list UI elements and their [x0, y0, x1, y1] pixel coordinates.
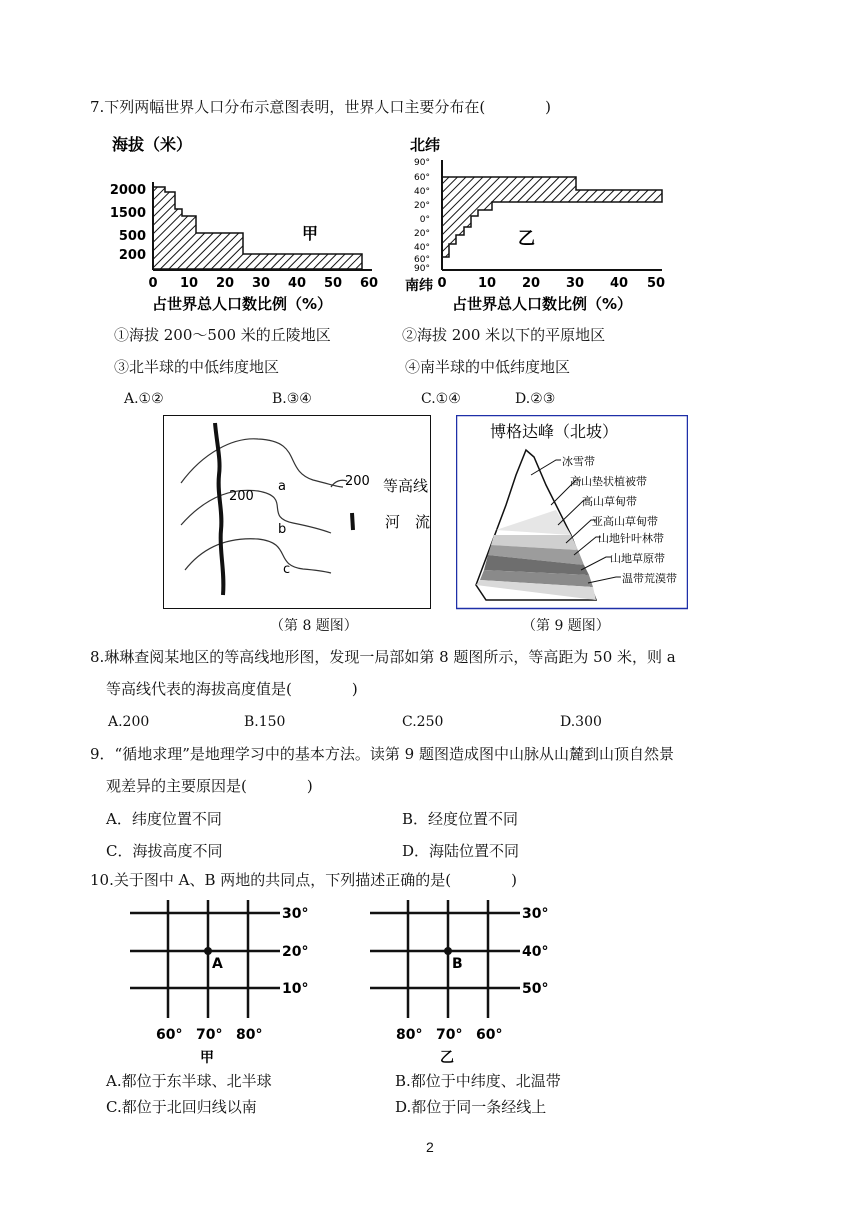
q9-choice-d: D．海陆位置不同 — [402, 842, 520, 860]
svg-text:A: A — [212, 956, 223, 972]
svg-text:40°: 40° — [414, 187, 430, 197]
grid-a-figure — [120, 900, 330, 1065]
svg-text:乙: 乙 — [440, 1050, 454, 1065]
chart2-ylabel-top: 北纬 — [410, 136, 441, 154]
chart1-xtick: 60 — [359, 276, 379, 291]
q7-option-1: ①海拔 200～500 米的丘陵地区 — [114, 326, 331, 344]
chart2-bars — [442, 177, 662, 257]
bogda-peak-figure — [456, 415, 688, 610]
svg-text:a: a — [278, 479, 286, 494]
chart1-ylabel: 海拔（米） — [112, 135, 193, 154]
svg-text:高山草甸带: 高山草甸带 — [582, 495, 637, 508]
q10-choice-d: D.都位于同一条经线上 — [395, 1098, 547, 1116]
svg-text:10: 10 — [477, 276, 497, 291]
svg-text:90°: 90° — [414, 264, 430, 274]
legend-contour-value: 200 — [345, 474, 370, 489]
svg-text:亚高山草甸带: 亚高山草甸带 — [592, 515, 658, 528]
svg-text:B: B — [452, 956, 463, 972]
chart2-tag: 乙 — [518, 229, 535, 249]
svg-text:甲: 甲 — [200, 1050, 214, 1065]
svg-text:山地草原带: 山地草原带 — [610, 552, 665, 565]
q7-option-2: ②海拔 200 米以下的平原地区 — [402, 326, 606, 344]
point-b — [444, 947, 452, 955]
chart1-xtick: 30 — [251, 276, 271, 291]
q10-choice-a: A.都位于东半球、北半球 — [106, 1072, 272, 1090]
svg-text:30°: 30° — [522, 906, 549, 922]
legend-river-label: 河 流 — [385, 513, 431, 531]
svg-text:200: 200 — [229, 489, 254, 504]
q7-option-3: ③北半球的中低纬度地区 — [114, 358, 280, 376]
svg-text:20°: 20° — [282, 944, 309, 960]
q9-choice-a: A．纬度位置不同 — [106, 810, 222, 828]
q9-choice-b: B．经度位置不同 — [402, 810, 519, 828]
fig9-title: 博格达峰（北坡） — [490, 422, 619, 441]
q8-choice-a: A.200 — [108, 714, 150, 730]
svg-text:60°: 60° — [414, 173, 430, 183]
fig9-caption: （第 9 题图） — [522, 618, 610, 634]
svg-text:80°: 80° — [236, 1027, 263, 1043]
chart1-xtick: 0 — [148, 276, 158, 291]
q7-choice-a: A.①② — [124, 391, 164, 407]
svg-text:20°: 20° — [414, 201, 430, 211]
svg-text:60°: 60° — [156, 1027, 183, 1043]
chart2-xlabel: 占世界总人口数比例（%） — [452, 295, 633, 313]
chart1-xtick: 50 — [323, 276, 343, 291]
q8-stem-line2: 等高线代表的海拔高度值是( ) — [106, 680, 358, 698]
q9-stem-line1: 9．“循地求理”是地理学习中的基本方法。读第 9 题图造成图中山脉从山麓到山顶自然景 — [90, 745, 674, 763]
q8-stem-line1: 8.琳琳查阅某地区的等高线地形图，发现一局部如第 8 题图所示，等高距为 50 米，则 a — [90, 648, 676, 666]
chart1-xtick: 40 — [287, 276, 307, 291]
chart1-tag: 甲 — [302, 224, 319, 243]
q8-choice-c: C.250 — [402, 714, 444, 730]
q10-choice-c: C.都位于北回归线以南 — [106, 1098, 257, 1116]
q9-choice-c: C．海拔高度不同 — [106, 842, 223, 860]
svg-text:0: 0 — [437, 276, 447, 291]
chart1-xtick: 20 — [215, 276, 235, 291]
legend-contour-label: 等高线 — [383, 477, 429, 495]
q7-choice-c: C.①④ — [421, 391, 461, 407]
svg-text:30: 30 — [565, 276, 585, 291]
q8-choice-d: D.300 — [560, 714, 602, 730]
fig8-caption: （第 8 题图） — [270, 618, 358, 634]
svg-text:40: 40 — [609, 276, 629, 291]
svg-text:80°: 80° — [396, 1027, 423, 1043]
svg-text:70°: 70° — [196, 1027, 223, 1043]
svg-text:70°: 70° — [436, 1027, 463, 1043]
chart1-xlabel: 占世界总人口数比例（%） — [152, 295, 333, 313]
contour-map-figure — [163, 415, 431, 610]
population-latitude-chart — [400, 132, 680, 324]
svg-text:冰雪带: 冰雪带 — [562, 455, 595, 468]
chart2-ylabel-bottom: 南纬 — [405, 278, 433, 294]
grid-b-figure — [360, 900, 570, 1065]
svg-text:b: b — [278, 522, 287, 537]
svg-text:30°: 30° — [282, 906, 309, 922]
svg-text:高山垫状植被带: 高山垫状植被带 — [570, 475, 647, 488]
q7-option-4: ④南半球的中低纬度地区 — [405, 358, 571, 376]
chart1-xtick: 10 — [179, 276, 199, 291]
svg-text:10°: 10° — [282, 981, 309, 997]
svg-text:60°: 60° — [476, 1027, 503, 1043]
svg-text:20: 20 — [521, 276, 541, 291]
point-a — [204, 947, 212, 955]
svg-text:0°: 0° — [419, 215, 430, 225]
q10-choice-b: B.都位于中纬度、北温带 — [395, 1072, 561, 1090]
svg-text:40°: 40° — [522, 944, 549, 960]
svg-text:90°: 90° — [414, 158, 430, 168]
q10-stem: 10.关于图中 A、B 两地的共同点，下列描述正确的是( ) — [90, 871, 517, 889]
svg-text:山地针叶林带: 山地针叶林带 — [598, 532, 664, 545]
svg-text:50°: 50° — [522, 981, 549, 997]
chart1-ytick: 200 — [118, 248, 146, 263]
chart1-ytick: 1500 — [110, 206, 146, 221]
population-altitude-chart — [110, 132, 400, 324]
chart1-ytick: 500 — [118, 229, 146, 244]
chart1-bars — [153, 187, 362, 269]
svg-text:50: 50 — [646, 276, 666, 291]
svg-text:20°: 20° — [414, 229, 430, 239]
page-number: 2 — [426, 1139, 434, 1155]
svg-text:40°: 40° — [414, 243, 430, 253]
svg-text:c: c — [283, 562, 291, 577]
q7-stem: 7.下列两幅世界人口分布示意图表明，世界人口主要分布在( ) — [90, 98, 552, 116]
q9-stem-line2: 观差异的主要原因是( ) — [106, 777, 313, 795]
svg-text:温带荒漠带: 温带荒漠带 — [622, 572, 677, 585]
q7-choice-d: D.②③ — [515, 391, 556, 407]
svg-text:60°: 60° — [414, 255, 430, 265]
q7-choice-b: B.③④ — [272, 391, 312, 407]
q8-choice-b: B.150 — [244, 714, 286, 730]
chart1-ytick: 2000 — [110, 183, 146, 198]
